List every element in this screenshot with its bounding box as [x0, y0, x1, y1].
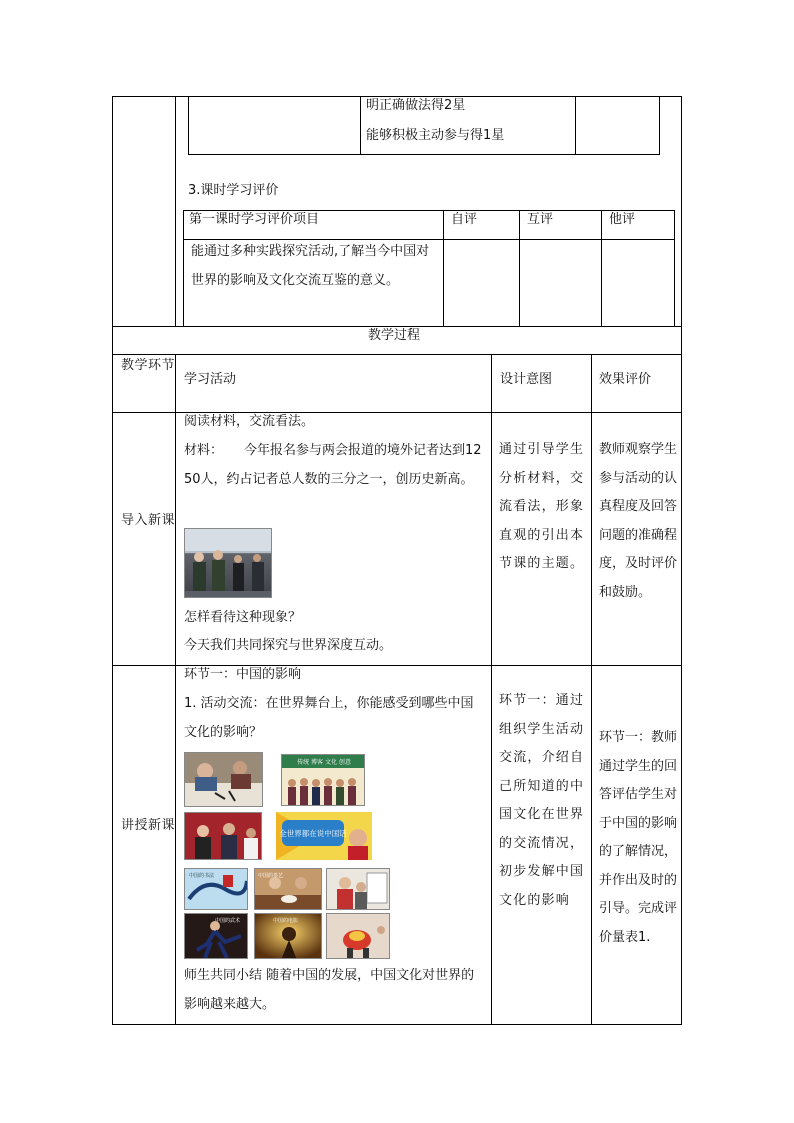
intro-intent: 通过引导学生分析材料，交流看法，形象直观的引出本节课的主题。	[499, 442, 585, 571]
label-calligraphy: 中国的书法	[189, 873, 215, 879]
group-photo	[281, 754, 365, 806]
section-3-heading: 3.课时学习评价	[188, 183, 279, 198]
tea-art-photo	[254, 868, 322, 910]
label-film: 中国的电影	[273, 918, 299, 924]
eval-item-text: 能通过多种实践探究活动,了解当今中国对世界的影响及文化交流互鉴的意义。	[191, 244, 430, 288]
calligraphy-class-photo	[184, 752, 263, 807]
intro-material-text: 今年报名参与两会报道的境外记者达到1250人，约占记者总人数的三分之一，创历史新高。	[184, 443, 482, 487]
label-tea: 中国的茶艺	[258, 873, 284, 879]
eval-header-self: 自评	[451, 212, 478, 227]
film-photo	[254, 913, 322, 959]
banner-text: 全世界都在说中国话	[279, 829, 347, 838]
stage-teach: 讲授新课	[121, 818, 176, 833]
intro-question: 怎样看待这种现象？	[184, 610, 302, 625]
header-activity: 学习活动	[184, 372, 237, 387]
header-stage: 教学环节	[121, 358, 176, 373]
sign-text: 传统 博客 文化 创意	[297, 759, 351, 766]
teach-intent: 环节一：通过组织学生活动交流，介绍自己所知道的中国文化在世界的交流情况，初步发解中国文化的影响	[499, 693, 585, 908]
intro-closing: 今天我们共同探究与世界深度互动。	[184, 638, 393, 653]
header-intent: 设计意图	[500, 372, 553, 387]
activity-item: 1. 活动交流：在世界舞台上，你能感受到哪些中国文化的影响？	[184, 696, 474, 740]
world-speaks-chinese-banner	[276, 812, 372, 860]
segment-title: 环节一：中国的影响	[184, 667, 302, 682]
press-event-photo	[184, 812, 262, 860]
press-photo	[184, 528, 272, 598]
eval-header-other: 他评	[609, 212, 636, 227]
stage-intro: 导入新课	[121, 513, 176, 528]
process-title: 教学过程	[368, 328, 421, 343]
rubric-line-1: 明正确做法得2星	[366, 98, 466, 113]
intro-evaluation: 教师观察学生参与活动的认真程度及回答问题的准确程度，及时评价和鼓励。	[599, 442, 678, 600]
martial-arts-photo	[184, 913, 248, 959]
intro-read-material: 阅读材料，交流看法。	[184, 414, 315, 429]
teach-summary: 师生共同小结 随着中国的发展，中国文化对世界的影响越来越大。	[184, 968, 475, 1012]
eval-header-peer: 互评	[527, 212, 554, 227]
teach-evaluation: 环节一：教师通过学生的回答评估学生对于中国的影响的了解情况，并作出及时的引导。完成评价量表1.	[599, 730, 678, 945]
rubric-line-2: 能够积极主动参与得1星	[366, 128, 505, 143]
header-evaluation: 效果评价	[599, 372, 652, 387]
intro-material-label: 材料：	[184, 443, 224, 458]
lion-dance-photo	[326, 913, 390, 959]
calligraphy-teaching-photo	[326, 868, 390, 910]
label-martial: 中国的武术	[215, 918, 241, 924]
eval-header-item: 第一课时学习评价项目	[189, 212, 320, 227]
calligraphy-art-photo	[184, 868, 248, 910]
